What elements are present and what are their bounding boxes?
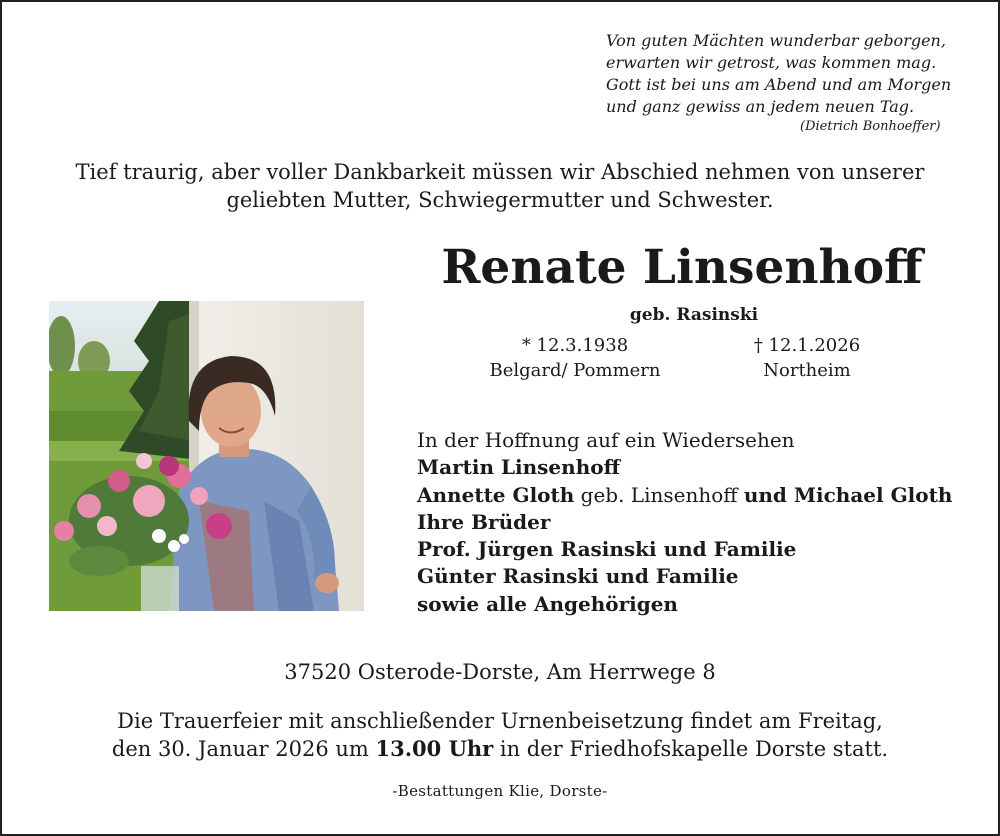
intro-line-1: Tief traurig, aber voller Dankbarkeit müssen wir Abschied nehmen von unserer [75, 160, 925, 184]
intro-text [2, 158, 998, 214]
family-address: 37520 Osterode-Dorste, Am Herrwege 8 [284, 660, 716, 684]
poem-author: (Dietrich Bonhoeffer) [800, 119, 941, 134]
portrait-photo [49, 301, 364, 611]
mourner-5: Günter Rasinski und Familie [417, 564, 739, 589]
service-line-2-start: den 30. Januar 2026 um [111, 737, 376, 761]
mourners-list [417, 427, 992, 618]
death-info [707, 333, 907, 383]
mourner-1: Martin Linsenhoff [417, 455, 620, 480]
mourners-intro: In der Hoffnung auf ein Wiedersehen [417, 428, 795, 452]
service-line-2 [2, 735, 998, 763]
mourner-4: Prof. Jürgen Rasinski und Familie [417, 537, 797, 562]
deceased-name: Renate Linsenhoff [441, 240, 923, 295]
undertaker-credit: -Bestattungen Klie, Dorste- [392, 782, 608, 800]
service-line-2-end: in der Friedhofskapelle Dorste statt. [493, 737, 889, 761]
bonhoeffer-poem [606, 30, 976, 136]
mourner-3: Ihre Brüder [417, 509, 551, 534]
intro-line-2: geliebten Mutter, Schwiegermutter und Schwester. [226, 188, 774, 212]
mourner-2-maiden: geb. Linsenhoff [574, 482, 744, 507]
portrait-photo-illustration [49, 301, 364, 611]
service-line-1: Die Trauerfeier mit anschließender Urnenbeisetzung findet am Freitag, [117, 709, 883, 733]
birth-date: * 12.3.1938 [521, 335, 629, 356]
birth-info [460, 333, 690, 383]
maiden-name: geb. Rasinski [629, 305, 759, 325]
poem-line-1: Von guten Mächten wunderbar geborgen, [606, 31, 946, 50]
poem-line-4: und ganz gewiss an jedem neuen Tag. [606, 97, 915, 116]
mourner-2-partner: und Michael Gloth [743, 482, 953, 507]
poem-line-3: Gott ist bei uns am Abend und am Morgen [606, 75, 952, 94]
mourner-6: sowie alle Angehörigen [417, 591, 678, 616]
death-place: Northeim [763, 360, 851, 381]
mourner-2 [417, 482, 992, 509]
death-date: † 12.1.2026 [753, 335, 861, 356]
birth-place: Belgard/ Pommern [489, 360, 661, 381]
poem-line-2: erwarten wir getrost, was kommen mag. [606, 53, 937, 72]
mourner-2-name: Annette Gloth [417, 482, 575, 507]
service-time: 13.00 Uhr [375, 736, 494, 761]
service-info [2, 707, 998, 763]
